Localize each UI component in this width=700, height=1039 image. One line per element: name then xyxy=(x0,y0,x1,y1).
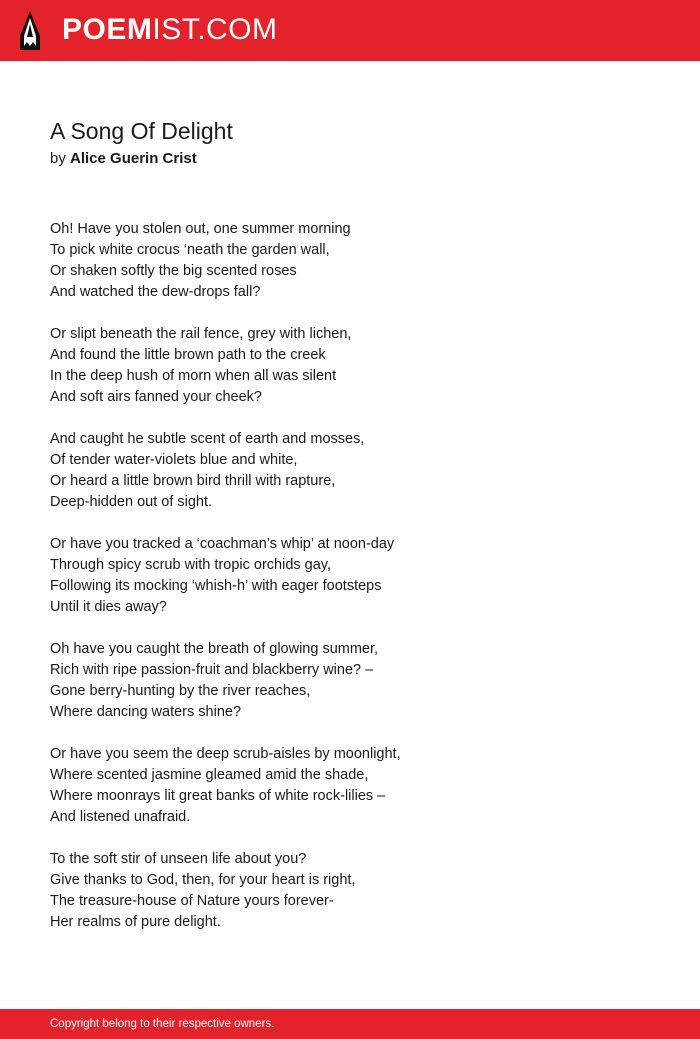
poem-line: And soft airs fanned your cheek? xyxy=(50,389,262,405)
brand-light: IST.COM xyxy=(152,13,278,46)
poem-line: Or have you tracked a ‘coachman’s whip’ at noon-day xyxy=(50,536,395,552)
site-header xyxy=(0,0,700,61)
poem-line: And found the little brown path to the creek xyxy=(50,347,326,363)
poem-line: Oh have you caught the breath of glowing summer, xyxy=(50,641,379,657)
poem-line: Or heard a little brown bird thrill with rapture, xyxy=(50,473,336,489)
stanza xyxy=(50,849,650,933)
poem-line: The treasure-house of Nature yours forever- xyxy=(50,893,334,909)
poem-line: Or shaken softly the big scented roses xyxy=(50,263,297,279)
poem-line: Through spicy scrub with tropic orchids gay, xyxy=(50,557,331,573)
poem-line: Rich with ripe passion-fruit and blackberry wine? – xyxy=(50,662,374,678)
poem-line: And watched the dew-drops fall? xyxy=(50,284,261,300)
poem-line: In the deep hush of morn when all was silent xyxy=(50,368,337,384)
poem-line: Where moonrays lit great banks of white rock-lilies – xyxy=(50,788,386,804)
poem-line: Gone berry-hunting by the river reaches, xyxy=(50,683,311,699)
poem-line: Give thanks to God, then, for your heart is right, xyxy=(50,872,356,888)
poem-byline xyxy=(50,148,197,170)
poem-line: And listened unafraid. xyxy=(50,809,191,825)
poem-line: To the soft stir of unseen life about you? xyxy=(50,851,307,867)
poem-line: Deep-hidden out of sight. xyxy=(50,494,213,510)
brand-bold: POEM xyxy=(62,13,153,46)
poem-line: Oh! Have you stolen out, one summer morning xyxy=(50,221,351,237)
poem-line: Where dancing waters shine? xyxy=(50,704,242,720)
poem-line: Of tender water-violets blue and white, xyxy=(50,452,298,468)
poem-line: Until it dies away? xyxy=(50,599,167,615)
poem-line: Where scented jasmine gleamed amid the shade, xyxy=(50,767,369,783)
stanza xyxy=(50,324,650,408)
stanza xyxy=(50,639,650,723)
poem-line: Or slipt beneath the rail fence, grey with lichen, xyxy=(50,326,352,342)
poem-line: Or have you seem the deep scrub-aisles by moonlight, xyxy=(50,746,401,762)
pen-nib-icon[interactable] xyxy=(18,10,42,52)
poem-line: Following its mocking ‘whish-h’ with eager footsteps xyxy=(50,578,382,594)
by-label: by xyxy=(50,150,66,167)
stanza xyxy=(50,744,650,828)
author-name: Alice Guerin Crist xyxy=(70,150,197,167)
copyright-notice: Copyright belong to their respective owners. xyxy=(50,1018,275,1030)
stanza xyxy=(50,534,650,618)
poem-body xyxy=(50,219,650,954)
site-logo[interactable] xyxy=(62,12,278,48)
stanza xyxy=(50,219,650,303)
poem-line: To pick white crocus ‘neath the garden wall, xyxy=(50,242,330,258)
stanza xyxy=(50,429,650,513)
poem-title: A Song Of Delight xyxy=(50,118,233,144)
poem-line: And caught he subtle scent of earth and mosses, xyxy=(50,431,365,447)
site-footer xyxy=(0,1009,700,1039)
poem-line: Her realms of pure delight. xyxy=(50,914,221,930)
